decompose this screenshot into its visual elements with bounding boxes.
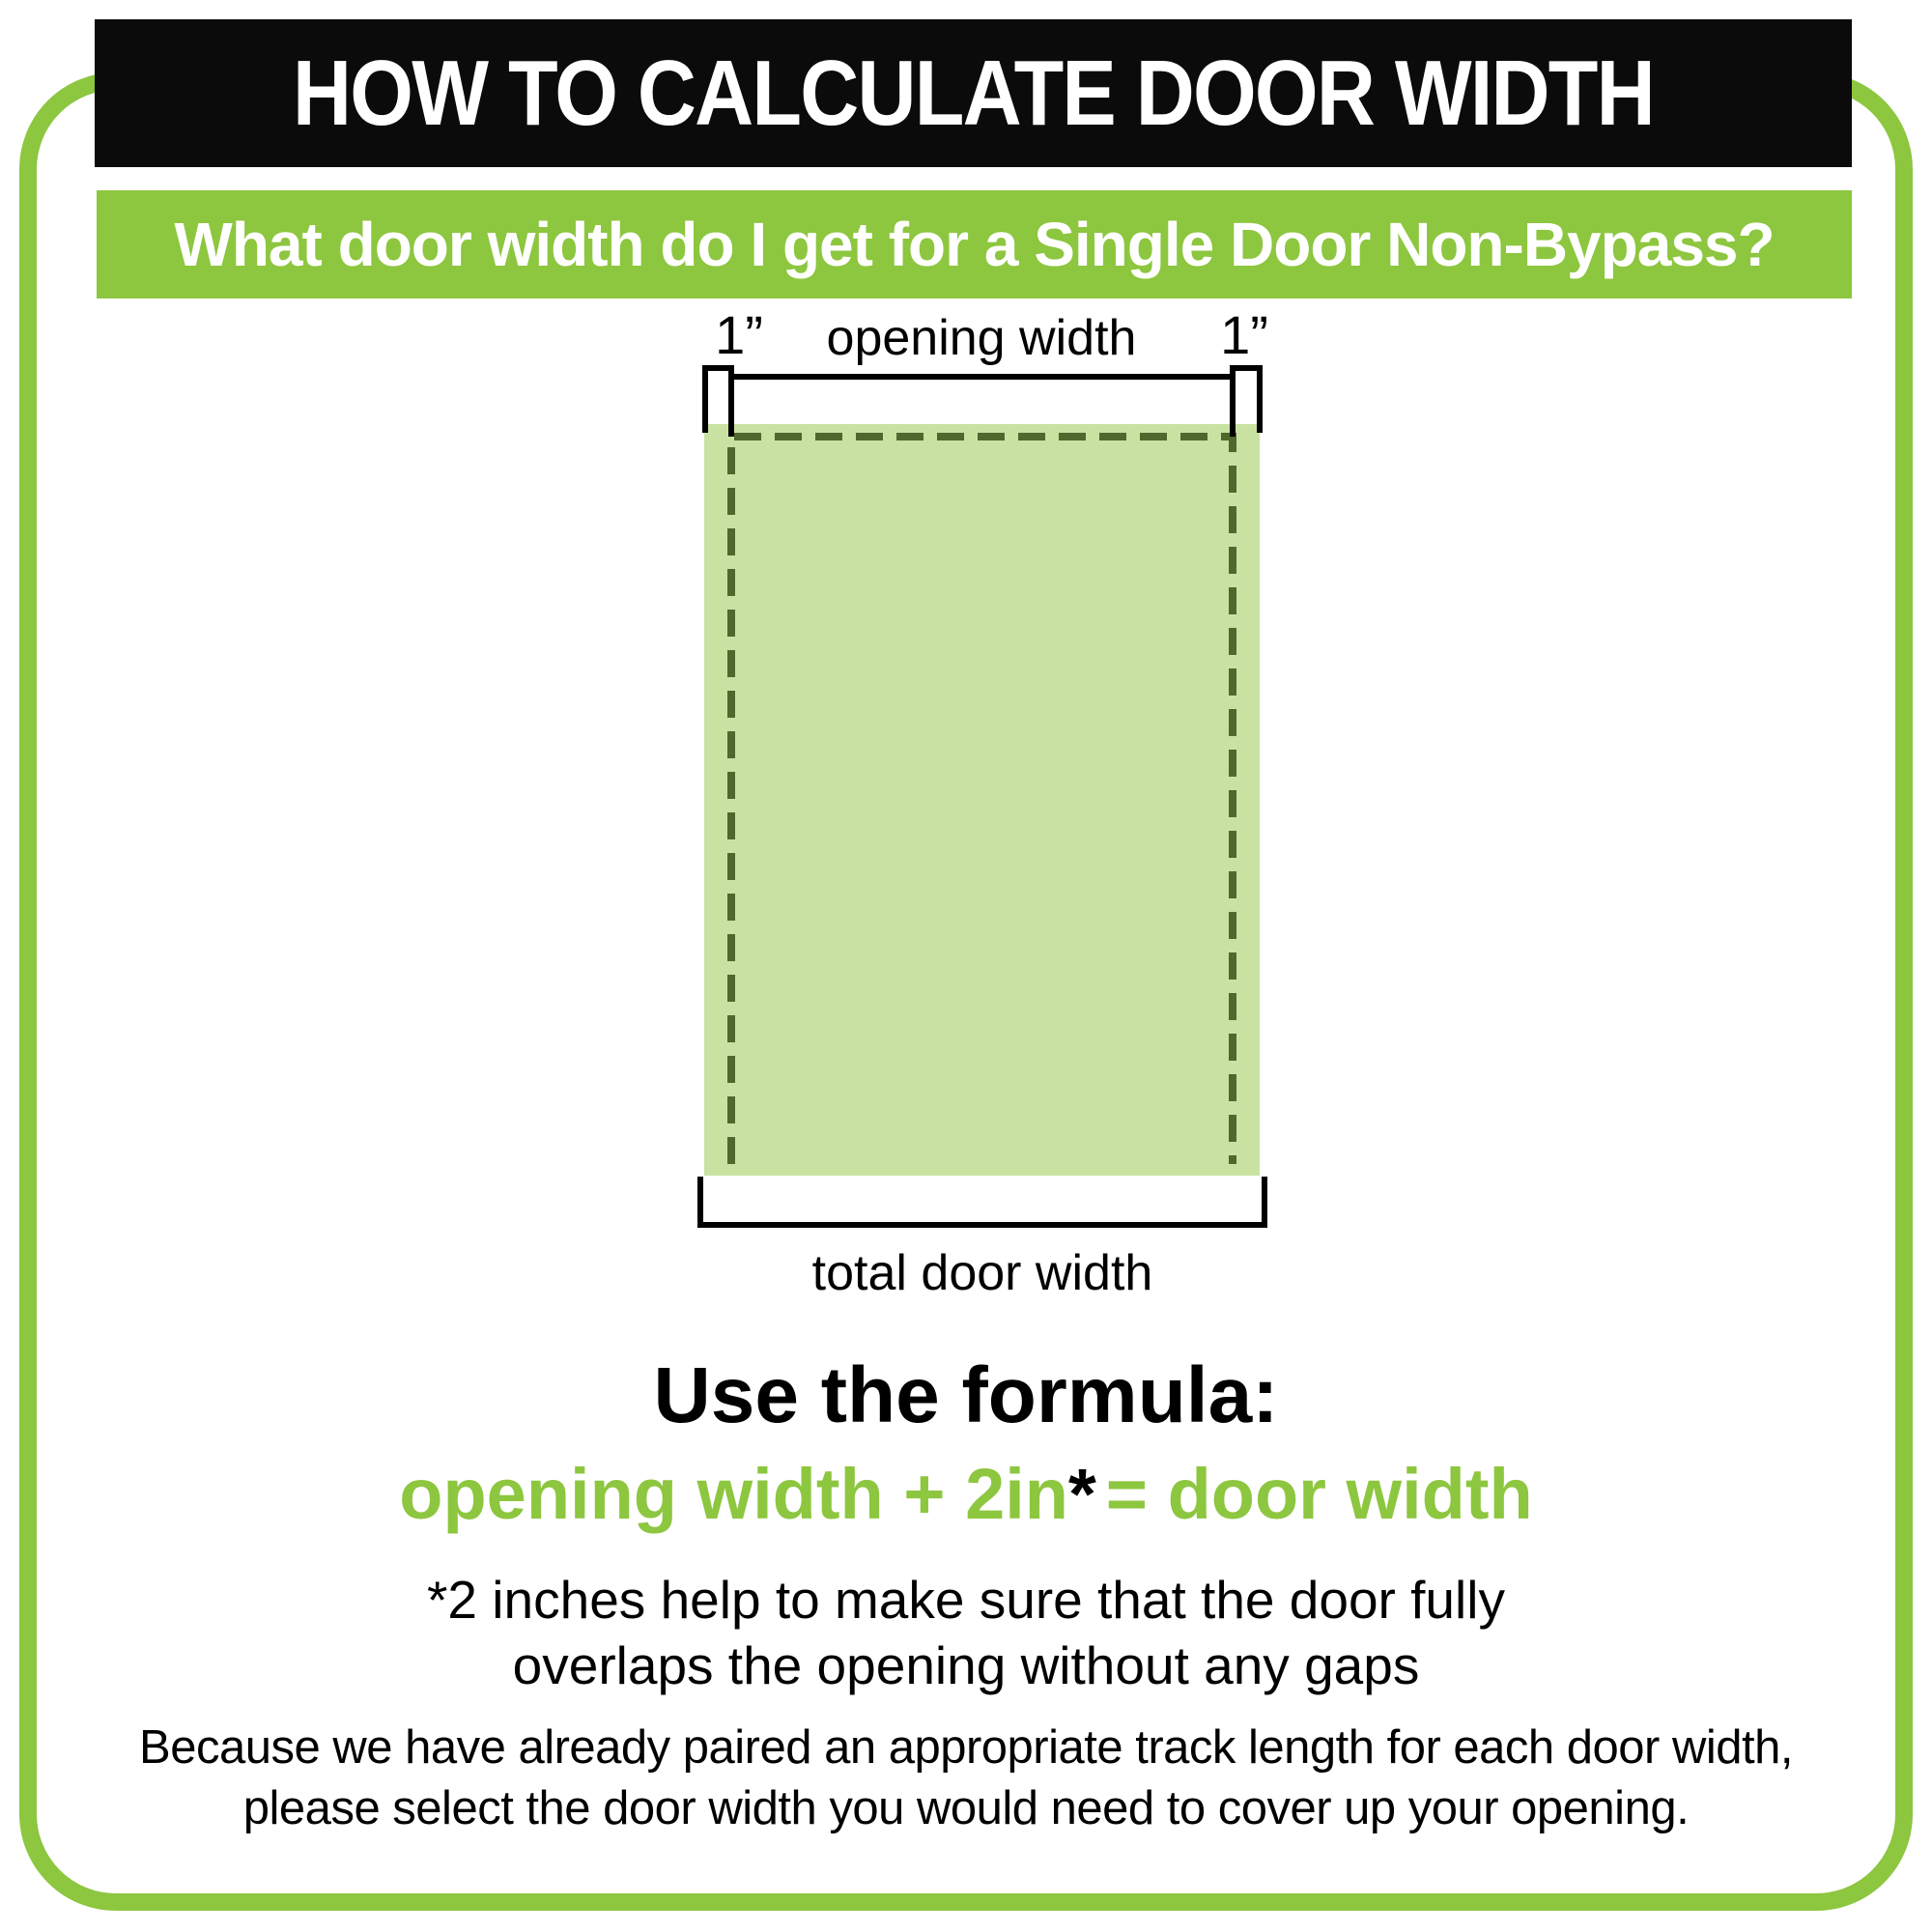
- formula-right: = door width: [1105, 1454, 1533, 1534]
- footnote-line-1: *2 inches help to make sure that the door fully: [427, 1570, 1505, 1630]
- total-door-width-label: total door width: [811, 1245, 1153, 1301]
- formula-expression: [0, 1453, 1932, 1535]
- formula-left: opening width + 2in: [399, 1454, 1068, 1534]
- opening-width-label: opening width: [826, 310, 1137, 366]
- formula-asterisk: *: [1067, 1454, 1096, 1534]
- closing-note: [0, 1718, 1932, 1839]
- formula-heading: Use the formula:: [653, 1351, 1279, 1439]
- right-overlap-label: 1”: [1220, 304, 1268, 365]
- footnote-line-2: overlaps the opening without any gaps: [512, 1635, 1420, 1695]
- footnote: [0, 1567, 1932, 1698]
- door-panel: [704, 424, 1260, 1176]
- left-overlap-label: 1”: [715, 304, 763, 365]
- question-text: What door width do I get for a Single Door Non-Bypass?: [174, 210, 1775, 279]
- closing-line-1: Because we have already paired an appropriate track length for each door width,: [139, 1721, 1793, 1774]
- closing-line-2: please select the door width you would need to cover up your opening.: [242, 1782, 1690, 1834]
- page-title: HOW TO CALCULATE DOOR WIDTH: [293, 41, 1654, 145]
- total-door-width-bracket: [700, 1177, 1264, 1225]
